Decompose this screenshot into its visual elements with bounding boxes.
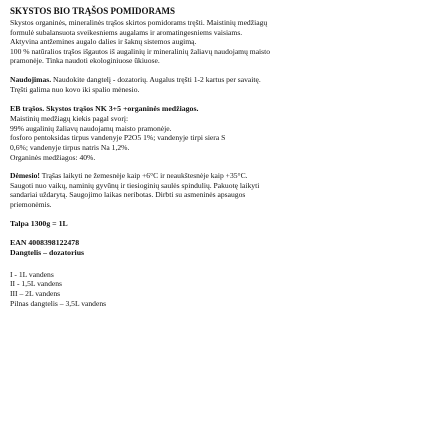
capacity-text: Talpa 1300g = 1L xyxy=(10,218,68,228)
product-title: SKYSTOS BIO TRĄŠOS POMIDORAMS xyxy=(10,6,175,16)
dosing-line: Pilnas dangtelis – 3,5L vandens xyxy=(10,298,107,308)
composition-line: Maistinių medžiagų kiekis pagal svorį: xyxy=(10,114,129,124)
dosing-line: I - 1L vandens xyxy=(10,269,54,279)
usage-line: Tręšti galima nuo kovo iki spalio mėnesio. xyxy=(10,84,140,94)
composition-line: fosforo pentoksidas tirpus vandenyje P2O5 1%; vandenyje tirpi siera S xyxy=(10,133,226,143)
composition-line: 0,6%; vandenyje tirpus natris Na 1,2%. xyxy=(10,142,130,152)
warning-line: priemonėmis. xyxy=(10,199,52,209)
composition-line: 99% augalinių žaliavų naudojamų maisto pramonėje. xyxy=(10,123,172,133)
ean-code: EAN 4008398122478 xyxy=(10,237,80,247)
spacer xyxy=(10,162,420,171)
usage-line xyxy=(10,75,420,85)
dosing-line: II - 1,5L vandens xyxy=(10,279,63,289)
dosing-heading: Dangtelis – dozatorius xyxy=(10,247,85,257)
warning-line: sandariai uždarytą. Saugojimo laikas neribotas. Dirbti su asmeninės apsaugos xyxy=(10,190,246,200)
spacer xyxy=(10,229,420,238)
composition-line: Organinės medžiagos: 40%. xyxy=(10,152,96,162)
dosing-line: III – 2L vandens xyxy=(10,289,61,299)
warning-label: Dėmesio! xyxy=(10,171,40,181)
intro-line: pramonėje. Tinka naudoti ekologiniuose ūkiuose. xyxy=(10,56,160,66)
spacer xyxy=(10,94,420,104)
intro-line: formulė subalansuota sveikesniems augalams ir aromatingesniems vaisiams. xyxy=(10,27,243,37)
intro-line: 100 % natūralios trąšos išgautos iš augalinių ir mineralinių žaliavų naudojamų maisto xyxy=(10,46,271,56)
spacer xyxy=(10,258,420,270)
intro-line: Aktyvina antžemines augalo dalies ir šaknų sistemos augimą. xyxy=(10,37,197,47)
spacer xyxy=(10,210,420,219)
warning-text: Trąšas laikyti ne žemesnėje kaip +6°C ir neaukštesnėje kaip +35°C. xyxy=(39,171,248,181)
spacer xyxy=(10,66,420,75)
intro-line: Skystos organinės, mineralinės trąšos skirtos pomidorams tręšti. Maistinių medžiagų xyxy=(10,18,268,27)
composition-heading: EB trąšos. Skystos trąšos NK 3+5 +organinės medžiagos. xyxy=(10,104,199,114)
warning-line: Saugoti nuo vaikų, naminių gyvūnų ir tiesioginių saulės spindulių. Pakuotę laikyti xyxy=(10,180,260,190)
warning-line xyxy=(10,171,420,181)
usage-label: Naudojimas. xyxy=(10,74,52,84)
usage-text: Naudokite dangtelį - dozatorių. Augalus tręšti 1-2 kartus per savaitę. xyxy=(51,74,261,84)
